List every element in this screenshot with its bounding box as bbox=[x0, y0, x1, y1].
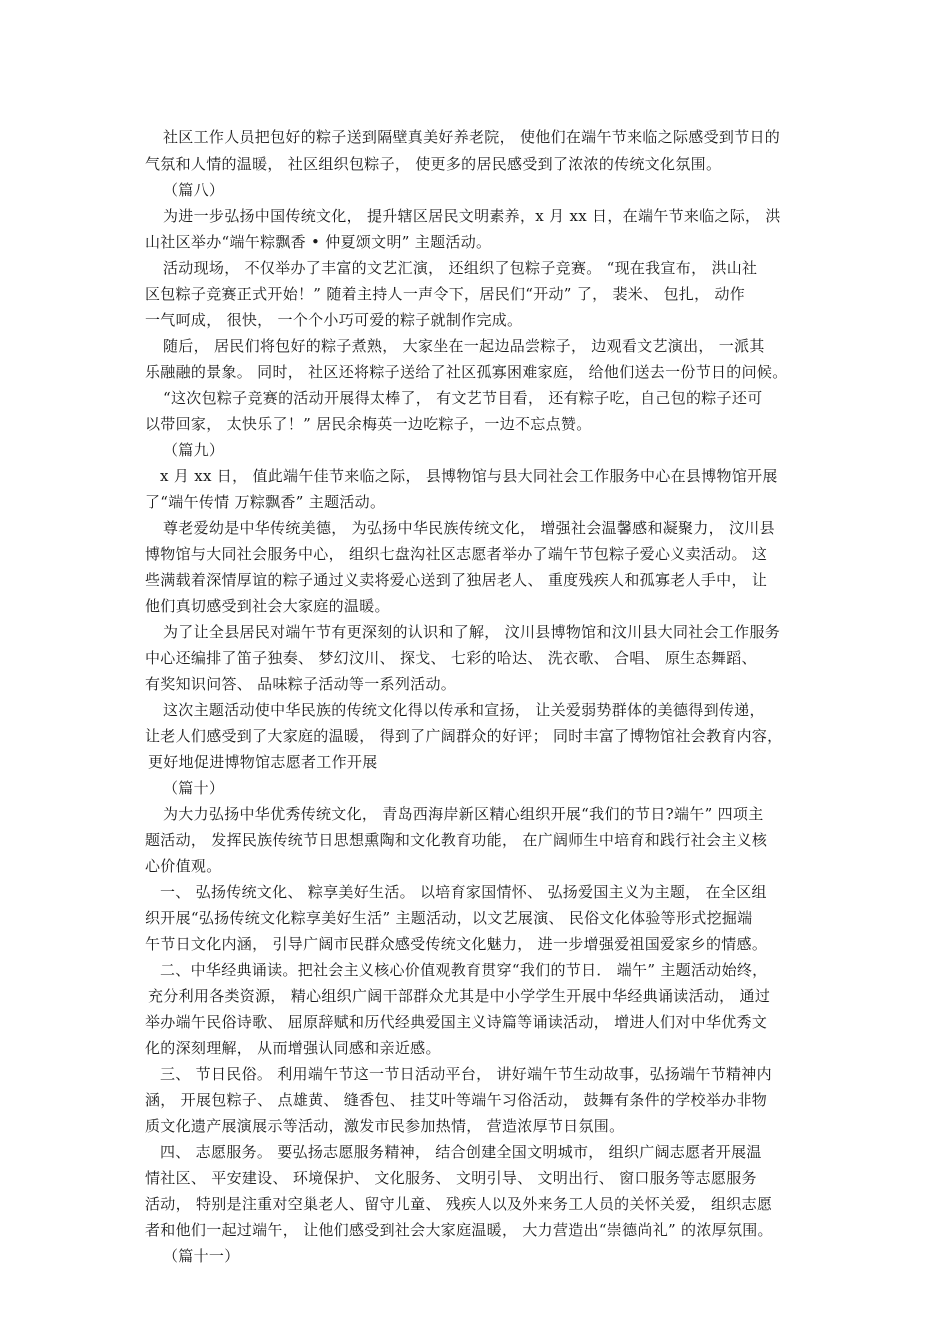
text-line: 一、 弘扬传统文化、 粽享美好生活。 以培育家国情怀、 弘扬爱国主义为主题， 在全区组 bbox=[160, 883, 767, 901]
text-line: 化的深刻理解， 从而增强认同感和亲近感。 bbox=[145, 1039, 441, 1057]
text-line: 随后， 居民们将包好的粽子煮熟， 大家坐在一起边品尝粽子， 边观看文艺演出， 一派其 bbox=[163, 337, 765, 355]
text-line: 三、 节日民俗。 利用端午节这一节日活动平台， 讲好端午节生动故事，弘扬端午节精神内 bbox=[160, 1065, 772, 1083]
text-line: 举办端午民俗诗歌、 屈原辞赋和历代经典爱国主义诗篇等诵读活动， 增进人们对中华优秀文 bbox=[145, 1013, 768, 1031]
text-line: x 月 xx 日， 值此端午佳节来临之际， 县博物馆与县大同社会工作服务中心在县博物馆开展 bbox=[160, 467, 778, 485]
section-heading: （篇十一） bbox=[163, 1247, 240, 1265]
text-line: 了“端午传情 万粽飘香” 主题活动。 bbox=[145, 493, 386, 511]
section-heading: （篇十） bbox=[163, 779, 225, 797]
section-heading: （篇九） bbox=[163, 441, 225, 459]
text-line: 题活动， 发挥民族传统节日思想熏陶和文化教育功能， 在广阔师生中培育和践行社会主义核 bbox=[145, 831, 768, 849]
text-line: 山社区举办“端午粽飘香 • 仲夏颂文明” 主题活动。 bbox=[145, 233, 492, 251]
text-line: 为进一步弘扬中国传统文化， 提升辖区居民文明素养，x 月 xx 日，在端午节来临之际， 洪 bbox=[163, 207, 781, 225]
text-line: 活动现场， 不仅举办了丰富的文艺汇演， 还组织了包粽子竞赛。 “现在我宣布， 洪山社 bbox=[163, 259, 758, 277]
text-line: 者和他们一起过端午， 让他们感受到社会大家庭温暖， 大力营造出“崇德尚礼” 的浓厚氛围。 bbox=[145, 1221, 773, 1239]
text-line: 些满载着深情厚谊的粽子通过义卖将爱心送到了独居老人、 重度残疾人和孤寡老人手中， 让 bbox=[145, 571, 768, 589]
text-line: 一气呵成， 很快， 一个个小巧可爱的粽子就制作完成。 bbox=[145, 311, 523, 329]
text-line: 社区工作人员把包好的粽子送到隔壁真美好养老院， 使他们在端午节来临之际感受到节日的 bbox=[163, 128, 781, 146]
text-line: 心价值观。 bbox=[145, 857, 222, 875]
text-line: 乐融融的景象。 同时， 社区还将粽子送给了社区孤寡困难家庭， 给他们送去一份节日的问候。 bbox=[145, 363, 788, 381]
section-heading: （篇八） bbox=[163, 181, 225, 199]
text-line: 尊老爱幼是中华传统美德， 为弘扬中华民族传统文化， 增强社会温馨感和凝聚力， 汶川县 bbox=[163, 519, 775, 537]
text-line: 他们真切感受到社会大家庭的温暖。 bbox=[145, 597, 390, 615]
text-line: 织开展“弘扬传统文化粽享美好生活” 主题活动，以文艺展演、 民俗文化体验等形式挖掘端 bbox=[145, 909, 753, 927]
text-line: 涵， 开展包粽子、 点雄黄、 缝香包、 挂艾叶等端午习俗活动， 鼓舞有条件的学校举办非物 bbox=[145, 1091, 768, 1109]
text-line: 这次主题活动使中华民族的传统文化得以传承和宣扬， 让关爱弱势群体的美德得到传递， bbox=[163, 701, 765, 719]
text-line: 气氛和人情的温暖， 社区组织包粽子， 使更多的居民感受到了浓浓的传统文化氛围。 bbox=[145, 155, 722, 173]
text-line: 四、 志愿服务。 要弘扬志愿服务精神， 结合创建全国文明城市， 组织广阔志愿者开展温 bbox=[160, 1143, 762, 1161]
text-line: 有奖知识问答、 品味粽子活动等一系列活动。 bbox=[145, 675, 457, 693]
text-line: 以带回家， 太快乐了！” 居民余梅英一边吃粽子，一边不忘点赞。 bbox=[145, 415, 592, 433]
text-line: 充分利用各类资源， 精心组织广阔干部群众尤其是中小学学生开展中华经典诵读活动， 通过 bbox=[148, 987, 771, 1005]
text-line: 中心还编排了笛子独奏、 梦幻汶川、 探戈、 七彩的哈达、 洗衣歌、 合唱、 原生态舞蹈、 bbox=[145, 649, 757, 667]
text-line: 质文化遗产展演展示等活动，激发市民参加热情， 营造浓厚节日氛围。 bbox=[145, 1117, 625, 1135]
text-line: 让老人们感受到了大家庭的温暖， 得到了广阔群众的好评； 同时丰富了博物馆社会教育内容， bbox=[145, 727, 783, 745]
text-line: 为大力弘扬中华优秀传统文化， 青岛西海岸新区精心组织开展“我们的节日?端午” 四项主 bbox=[163, 805, 764, 823]
text-line: 更好地促进博物馆志愿者工作开展 bbox=[148, 753, 378, 771]
text-line: “这次包粽子竞赛的活动开展得太棒了， 有文艺节目看， 还有粽子吃，自己包的粽子还可 bbox=[163, 389, 763, 407]
text-line: 二、中华经典诵读。把社会主义核心价值观教育贯穿“我们的节日． 端午” 主题活动始终， bbox=[160, 961, 768, 979]
text-line: 活动， 特别是注重对空巢老人、留守儿童、 残疾人以及外来务工人员的关怀关爱， 组织志愿 bbox=[145, 1195, 773, 1213]
text-line: 为了让全县居民对端午节有更深刻的认识和了解， 汶川县博物馆和汶川县大同社会工作服务 bbox=[163, 623, 781, 641]
text-line: 午节日文化内涵， 引导广阔市民群众感受传统文化魅力， 进一步增强爱祖国爱家乡的情感。 bbox=[145, 935, 768, 953]
text-line: 情社区、 平安建设、 环境保护、 文化服务、 文明引导、 文明出行、 窗口服务等志愿服务 bbox=[145, 1169, 757, 1187]
text-line: 博物馆与大同社会服务中心， 组织七盘沟社区志愿者举办了端午节包粽子爱心义卖活动。 这 bbox=[145, 545, 768, 563]
text-line: 区包粽子竞赛正式开始！” 随着主持人一声令下，居民们“开动” 了， 裴米、 包扎， 动作 bbox=[145, 285, 746, 303]
